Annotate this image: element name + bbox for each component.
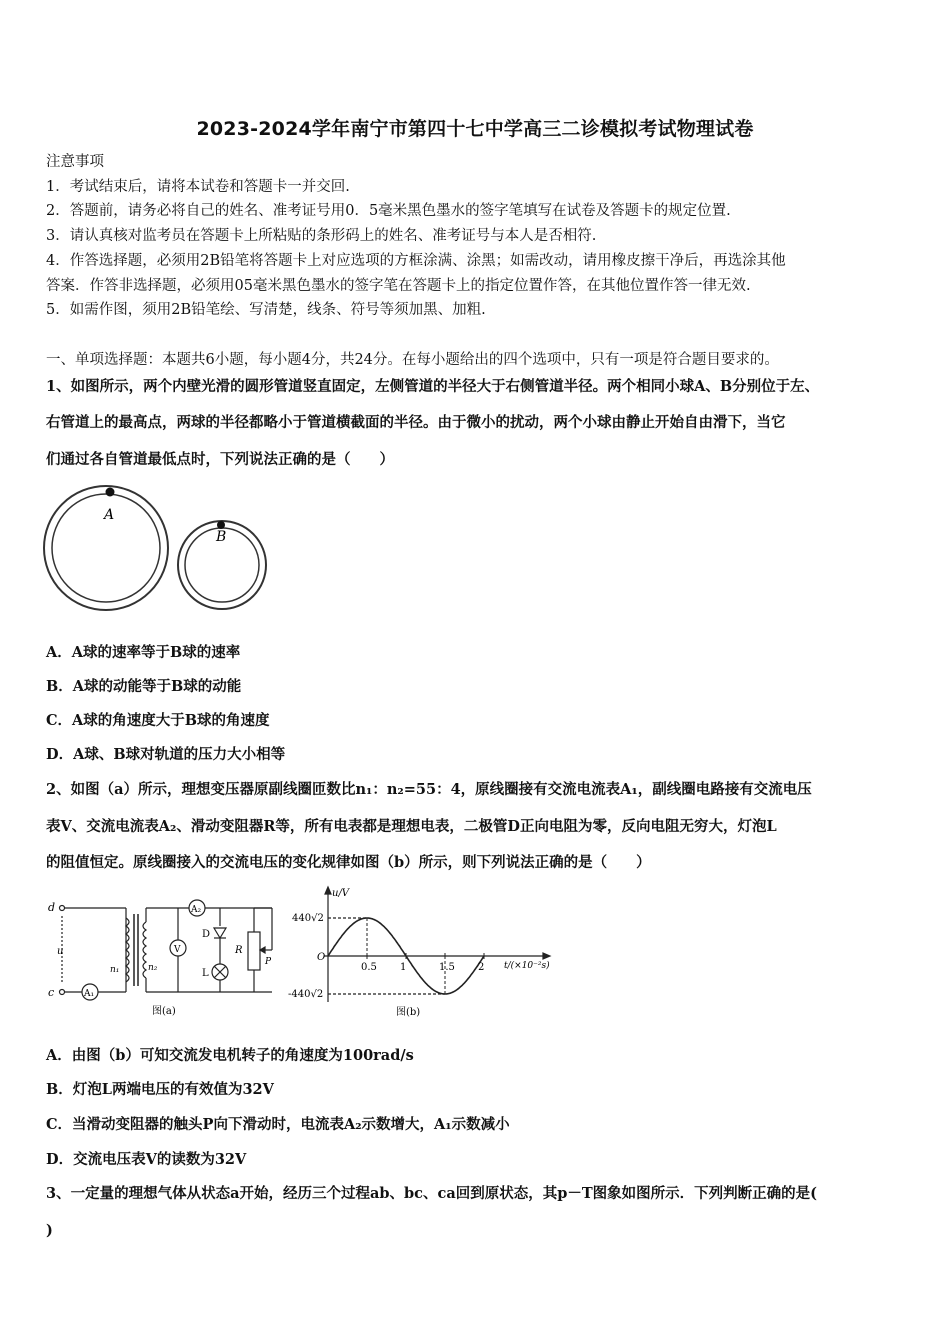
question-1-line: 们通过各自管道最低点时，下列说法正确的是（ ）	[46, 451, 394, 468]
left-pipe-outer	[44, 486, 168, 610]
notice-item: 4．作答选择题，必须用2B铅笔将答题卡上对应选项的方框涂满、涂黑；如需改动，请用橡皮擦干净后，再选涂其他	[46, 253, 786, 269]
q2-option-a: A．由图（b）可知交流发电机转子的角速度为100rad/s	[46, 1047, 414, 1064]
x-tick-label: 1.5	[439, 962, 455, 973]
section-heading: 一、单项选择题：本题共6小题，每小题4分，共24分。在每小题给出的四个选项中，只有一项是符合题目要求的。	[46, 352, 779, 368]
notice-heading: 注意事项	[46, 154, 104, 170]
question-2-line: 的阻值恒定。原线圈接入的交流电压的变化规律如图（b）所示，则下列说法正确的是（ ）	[46, 854, 651, 871]
x-tick-label: 0.5	[361, 962, 377, 973]
svg-text:n₂: n₂	[148, 963, 158, 973]
question-2-line: 表V、交流电流表A₂、滑动变阻器R等，所有电表都是理想电表，二极管D正向电阻为零，反向电阻无穷大，灯泡L	[46, 818, 777, 835]
notice-item: 3．请认真核对监考员在答题卡上所粘贴的条形码上的姓名、准考证号与本人是否相符.	[46, 228, 597, 244]
graph-caption: 图(b)	[396, 1007, 421, 1018]
page-title: 2023-2024学年南宁市第四十七中学高三二诊模拟考试物理试卷	[196, 118, 754, 140]
x-axis-label: t/(×10⁻²s)	[504, 961, 550, 971]
svg-text:R: R	[235, 945, 243, 956]
notice-item: 答案．作答非选择题，必须用05毫米黑色墨水的签字笔在答题卡上的指定位置作答，在其他位置作答一律无效.	[46, 278, 751, 294]
label-a: A	[104, 507, 115, 523]
svg-text:d: d	[48, 901, 56, 914]
notice-item: 2．答题前，请务必将自己的姓名、准考证号用0．5毫米黑色墨水的签字笔填写在试卷及答题卡的规定位置.	[46, 203, 731, 219]
svg-text:u: u	[57, 946, 64, 957]
svg-text:V: V	[174, 945, 181, 955]
q1-option-b: B．A球的动能等于B球的动能	[46, 678, 242, 695]
question-2-line: 2、如图（a）所示，理想变压器原副线圈匝数比n₁：n₂=55：4，原线圈接有交流电流表A₁，副线圈电路接有交流电压	[46, 781, 812, 798]
notice-item: 5．如需作图，须用2B铅笔绘、写清楚，线条、符号等须加黑、加粗.	[46, 302, 486, 318]
q2-voltage-graph	[284, 884, 559, 1024]
svg-text:图(a): 图(a)	[152, 1006, 176, 1017]
label-b: B	[216, 529, 227, 545]
svg-text:n₁: n₁	[110, 965, 120, 975]
svg-text:P: P	[265, 957, 272, 967]
x-tick-label: 2	[478, 962, 485, 973]
ball-a	[106, 488, 115, 497]
x-tick-label: 1	[400, 962, 407, 973]
origin-label: O	[317, 952, 326, 963]
q1-option-d: D．A球、B球对轨道的压力大小相等	[46, 746, 286, 763]
question-1-line: 右管道上的最高点，两球的半径都略小于管道横截面的半径。由于微小的扰动，两个小球由静止开始自由滑下，当它	[46, 414, 786, 431]
q2-circuit-figure	[44, 886, 284, 1021]
svg-text:A₁: A₁	[84, 989, 95, 999]
y-tick-min: -440√2	[288, 989, 324, 1000]
y-axis-label: u/V	[332, 888, 350, 899]
svg-text:L: L	[202, 968, 209, 979]
q1-pipes-figure	[40, 482, 270, 617]
ball-b	[217, 521, 225, 529]
question-3-line: 3、一定量的理想气体从状态a开始，经历三个过程ab、bc、ca回到原状态，其p－T图象如图所示．下列判断正确的是(	[46, 1185, 817, 1202]
q2-option-c: C．当滑动变阻器的触头P向下滑动时，电流表A₂示数增大，A₁示数减小	[46, 1116, 510, 1133]
q1-option-a: A．A球的速率等于B球的速率	[46, 644, 241, 661]
svg-text:A₂: A₂	[191, 905, 202, 915]
notice-item: 1．考试结束后，请将本试卷和答题卡一并交回.	[46, 179, 350, 195]
question-3-line: )	[46, 1222, 53, 1239]
question-1-line: 1、如图所示，两个内壁光滑的圆形管道竖直固定，左侧管道的半径大于右侧管道半径。两个相同小球A、B分别位于左、	[46, 378, 820, 395]
y-tick-max: 440√2	[292, 913, 324, 924]
svg-text:D: D	[202, 929, 211, 940]
q1-option-c: C．A球的角速度大于B球的角速度	[46, 712, 270, 729]
svg-text:c: c	[48, 986, 55, 999]
rheostat	[248, 932, 260, 970]
q2-option-b: B．灯泡L两端电压的有效值为32V	[46, 1081, 274, 1098]
q2-option-d: D．交流电压表V的读数为32V	[46, 1151, 247, 1168]
